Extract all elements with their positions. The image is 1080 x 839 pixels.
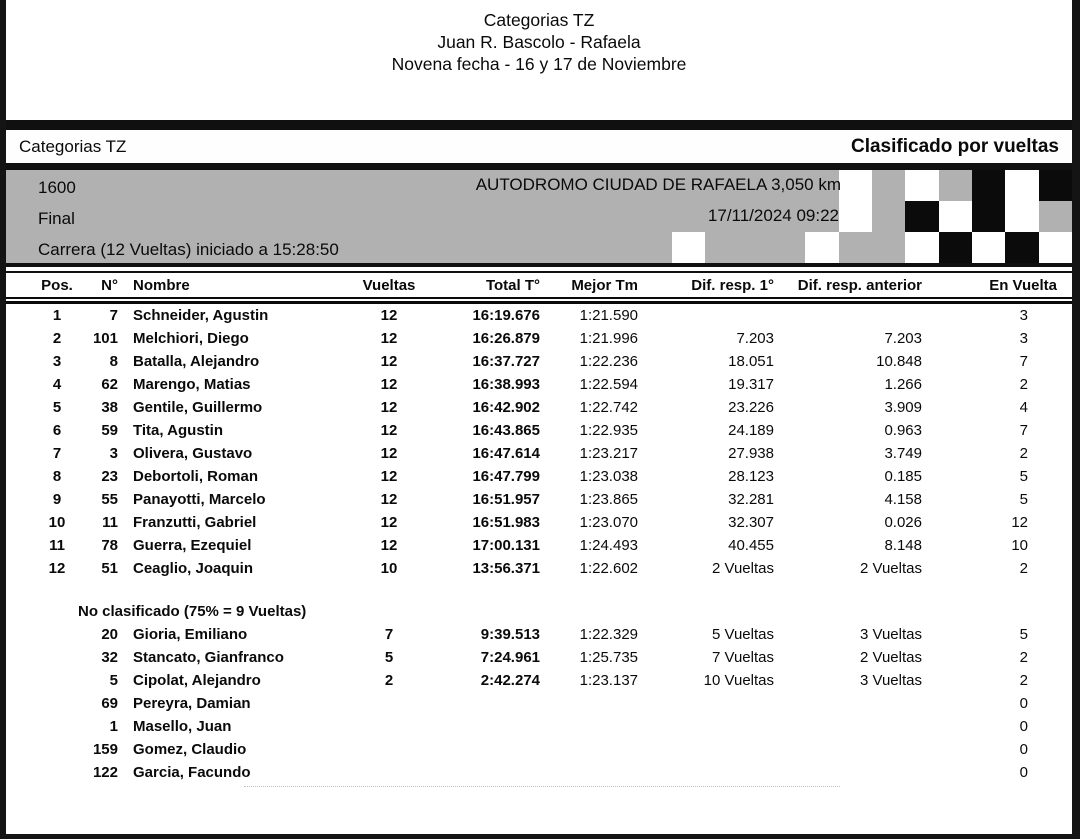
laps-cell: 7 [384,626,394,643]
flag-cell [772,232,805,263]
event-date: Novena fecha - 16 y 17 de Noviembre [391,54,687,74]
gap-to-prev-cell: 10.848 [876,353,922,370]
car-number-cell: 69 [101,695,118,712]
class-label: 1600 [38,178,76,197]
on-lap-cell: 5 [1019,468,1028,485]
driver-name-cell: Masello, Juan [133,718,232,735]
divider-band-middle [6,163,1072,170]
result-row [6,646,1072,669]
header-on-lap: En Vuelta [989,276,1057,294]
gap-to-first-cell: 27.938 [728,445,774,462]
flag-cell [872,201,905,232]
laps-cell: 12 [380,376,398,393]
gap-to-prev-cell: 2 Vueltas [860,649,922,666]
car-number-cell: 11 [102,514,118,531]
best-lap-cell: 1:21.996 [579,330,638,347]
position-cell: 2 [52,330,62,347]
result-row [6,327,1072,350]
flag-cell [905,170,938,201]
on-lap-cell: 4 [1019,399,1028,416]
total-time-cell: 16:26.879 [472,330,540,347]
car-number-cell: 122 [92,764,118,781]
driver-name-cell: Melchiori, Diego [133,330,249,347]
flag-cell [872,170,905,201]
flag-cell [839,201,872,232]
driver-name-cell: Olivera, Gustavo [133,445,253,462]
flag-cell [705,232,738,263]
category-label: Categorias TZ [19,136,127,156]
position-cell: 12 [48,560,66,577]
result-row [6,465,1072,488]
laps-cell: 12 [380,514,398,531]
gap-to-first-cell: 10 Vueltas [703,672,774,689]
total-time-cell: 13:56.371 [472,560,540,577]
gap-to-prev-cell: 0.963 [884,422,922,439]
on-lap-cell: 2 [1019,445,1028,462]
driver-name-cell: Pereyra, Damian [133,695,251,712]
best-lap-cell: 1:23.217 [579,445,638,462]
result-row [6,669,1072,692]
result-row [6,534,1072,557]
laps-cell: 12 [380,399,398,416]
best-lap-cell: 1:22.236 [579,353,638,370]
total-time-cell: 17:00.131 [472,537,540,554]
gap-to-first-cell: 28.123 [728,468,774,485]
on-lap-cell: 2 [1019,376,1028,393]
flag-cell [672,232,705,263]
car-number-cell: 8 [109,353,118,370]
position-cell: 10 [48,514,66,531]
car-number-cell: 159 [92,741,118,758]
on-lap-cell: 0 [1019,764,1028,781]
best-lap-cell: 1:23.038 [579,468,638,485]
car-number-cell: 55 [101,491,118,508]
car-number-cell: 101 [92,330,118,347]
driver-name-cell: Gomez, Claudio [133,741,247,758]
gap-to-first-cell: 19.317 [728,376,774,393]
stage-label: Final [38,209,75,228]
driver-name-cell: Schneider, Agustin [133,307,269,324]
laps-cell: 12 [380,422,398,439]
flag-cell [972,232,1005,263]
result-row [6,761,1072,784]
car-number-cell: 59 [101,422,118,439]
result-row [6,511,1072,534]
right-frame-border [1072,0,1080,839]
driver-name-cell: Franzutti, Gabriel [133,514,257,531]
result-row [6,419,1072,442]
header-total-time: Total T° [485,276,540,294]
position-cell: 3 [52,353,62,370]
on-lap-cell: 5 [1019,626,1028,643]
result-row [6,396,1072,419]
flag-cell [1005,170,1038,201]
gap-to-first-cell: 23.226 [728,399,774,416]
car-number-cell: 23 [101,468,118,485]
laps-cell: 12 [380,445,398,462]
race-start-label: Carrera (12 Vueltas) iniciado a 15:28:50 [38,240,339,259]
car-number-cell: 20 [101,626,118,643]
gap-to-first-cell: 2 Vueltas [712,560,774,577]
best-lap-cell: 1:22.742 [579,399,638,416]
on-lap-cell: 0 [1019,695,1028,712]
best-lap-cell: 1:24.493 [579,537,638,554]
position-cell: 11 [49,537,65,554]
result-row [6,738,1072,761]
driver-name-cell: Stancato, Gianfranco [133,649,284,666]
position-cell: 8 [52,468,62,485]
car-number-cell: 32 [101,649,118,666]
gap-to-prev-cell: 3.909 [884,399,922,416]
driver-name-cell: Tita, Agustin [133,422,223,439]
left-frame-border [0,0,6,839]
total-time-cell: 16:47.614 [472,445,540,462]
result-row [6,304,1072,327]
header-gap-to-prev: Dif. resp. anterior [797,276,922,294]
driver-name-cell: Gentile, Guillermo [133,399,263,416]
header-laps: Vueltas [362,276,416,294]
datetime-label: 17/11/2024 09:22 [707,206,839,225]
driver-name-cell: Gioria, Emiliano [133,626,248,643]
result-row [6,350,1072,373]
driver-name-cell: Batalla, Alejandro [133,353,260,370]
divider-band-top [6,120,1072,130]
header-double-rule [6,297,1072,304]
on-lap-cell: 7 [1019,422,1028,439]
results-header-row [6,273,1072,297]
flag-cell [1005,201,1038,232]
gap-to-first-cell: 24.189 [728,422,774,439]
event-category: Categorias TZ [483,10,595,30]
total-time-cell: 7:24.961 [480,649,540,666]
total-time-cell: 16:19.676 [472,307,540,324]
gap-to-prev-cell: 2 Vueltas [860,560,922,577]
flag-cell [972,170,1005,201]
total-time-cell: 16:37.727 [472,353,540,370]
car-number-cell: 78 [101,537,118,554]
on-lap-cell: 2 [1019,649,1028,666]
on-lap-cell: 0 [1019,741,1028,758]
car-number-cell: 7 [109,307,118,324]
car-number-cell: 3 [109,445,118,462]
result-row [6,442,1072,465]
on-lap-cell: 3 [1019,330,1028,347]
result-row [6,373,1072,396]
flag-cell [939,232,972,263]
on-lap-cell: 2 [1019,672,1028,689]
laps-cell: 12 [380,353,398,370]
unclassified-label: No clasificado (75% = 9 Vueltas) [78,603,307,620]
position-cell: 9 [52,491,62,508]
laps-cell: 12 [380,307,398,324]
classified-rows [6,304,1072,580]
flag-cell [1039,201,1072,232]
gap-to-first-cell: 18.051 [728,353,774,370]
result-row [6,557,1072,580]
result-row [6,715,1072,738]
best-lap-cell: 1:22.935 [579,422,638,439]
gap-to-prev-cell: 0.026 [884,514,922,531]
total-time-cell: 9:39.513 [480,626,540,643]
session-info-band [6,170,1072,263]
total-time-cell: 16:43.865 [472,422,540,439]
flag-cell [939,201,972,232]
car-number-cell: 51 [101,560,118,577]
flag-cell [939,170,972,201]
flag-cell [905,232,938,263]
position-cell: 5 [52,399,62,416]
on-lap-cell: 3 [1019,307,1028,324]
gap-to-first-cell: 32.307 [728,514,774,531]
on-lap-cell: 7 [1019,353,1028,370]
total-time-cell: 2:42.274 [480,672,540,689]
driver-name-cell: Cipolat, Alejandro [133,672,261,689]
best-lap-cell: 1:23.865 [579,491,638,508]
on-lap-cell: 2 [1019,560,1028,577]
total-time-cell: 16:38.993 [472,376,540,393]
gap-to-first-cell: 32.281 [728,491,774,508]
unclassified-rows [6,623,1072,784]
track-label: AUTODROMO CIUDAD DE RAFAELA 3,050 km [475,175,841,194]
car-number-cell: 5 [109,672,118,689]
flag-cell [839,232,872,263]
gap-to-prev-cell: 8.148 [884,537,922,554]
document-header [6,0,1072,120]
result-row [6,488,1072,511]
header-car-number: N° [101,276,118,294]
on-lap-cell: 0 [1019,718,1028,735]
driver-name-cell: Marengo, Matias [133,376,251,393]
gap-to-first-cell: 7 Vueltas [712,649,774,666]
gap-to-prev-cell: 4.158 [884,491,922,508]
laps-cell: 2 [384,672,394,689]
laps-cell: 12 [380,537,398,554]
table-bottom-rule [244,786,840,787]
driver-name-cell: Debortoli, Roman [133,468,259,485]
flag-cell [739,232,772,263]
best-lap-cell: 1:22.594 [579,376,638,393]
position-cell: 1 [52,307,62,324]
header-best-lap: Mejor Tm [571,276,638,294]
flag-cell [872,232,905,263]
car-number-cell: 62 [101,376,118,393]
flag-cell [1039,170,1072,201]
result-row [6,623,1072,646]
laps-cell: 5 [384,649,394,666]
report-title: Clasificado por vueltas [850,135,1059,157]
laps-cell: 12 [380,468,398,485]
on-lap-cell: 12 [1011,514,1028,531]
driver-name-cell: Garcia, Facundo [133,764,251,781]
total-time-cell: 16:42.902 [472,399,540,416]
total-time-cell: 16:51.957 [472,491,540,508]
gap-to-first-cell: 7.203 [736,330,774,347]
laps-cell: 12 [380,491,398,508]
best-lap-cell: 1:23.070 [579,514,638,531]
total-time-cell: 16:47.799 [472,468,540,485]
total-time-cell: 16:51.983 [472,514,540,531]
car-number-cell: 1 [109,718,118,735]
flag-cell [1039,232,1072,263]
gap-to-first-cell: 40.455 [728,537,774,554]
gap-to-prev-cell: 0.185 [884,468,922,485]
driver-name-cell: Guerra, Ezequiel [133,537,252,554]
gap-to-prev-cell: 3 Vueltas [860,626,922,643]
flag-cell [972,201,1005,232]
gap-to-prev-cell: 1.266 [884,376,922,393]
flag-cell [839,170,872,201]
laps-cell: 12 [380,330,398,347]
header-gap-to-first: Dif. resp. 1° [691,276,774,294]
gap-to-prev-cell: 3.749 [884,445,922,462]
result-row [6,692,1072,715]
bottom-frame-border [0,834,1080,839]
on-lap-cell: 10 [1011,537,1028,554]
event-venue: Juan R. Bascolo - Rafaela [437,32,641,52]
driver-name-cell: Ceaglio, Joaquin [133,560,254,577]
laps-cell: 10 [380,560,398,577]
flag-cell [1005,232,1038,263]
title-strip [6,130,1072,163]
session-info-left [38,172,339,265]
driver-name-cell: Panayotti, Marcelo [133,491,266,508]
best-lap-cell: 1:21.590 [579,307,638,324]
flag-cell [905,201,938,232]
on-lap-cell: 5 [1019,491,1028,508]
best-lap-cell: 1:23.137 [579,672,638,689]
best-lap-cell: 1:22.329 [579,626,638,643]
best-lap-cell: 1:25.735 [579,649,638,666]
position-cell: 7 [52,445,62,462]
position-cell: 4 [52,376,62,393]
flag-cell [805,232,838,263]
gap-to-prev-cell: 3 Vueltas [860,672,922,689]
best-lap-cell: 1:22.602 [579,560,638,577]
car-number-cell: 38 [101,399,118,416]
gap-to-first-cell: 5 Vueltas [712,626,774,643]
flag-cell [672,201,705,232]
header-position: Pos. [41,276,73,294]
gap-to-prev-cell: 7.203 [884,330,922,347]
position-cell: 6 [52,422,62,439]
results-table [6,273,1072,784]
header-driver-name: Nombre [133,276,190,294]
